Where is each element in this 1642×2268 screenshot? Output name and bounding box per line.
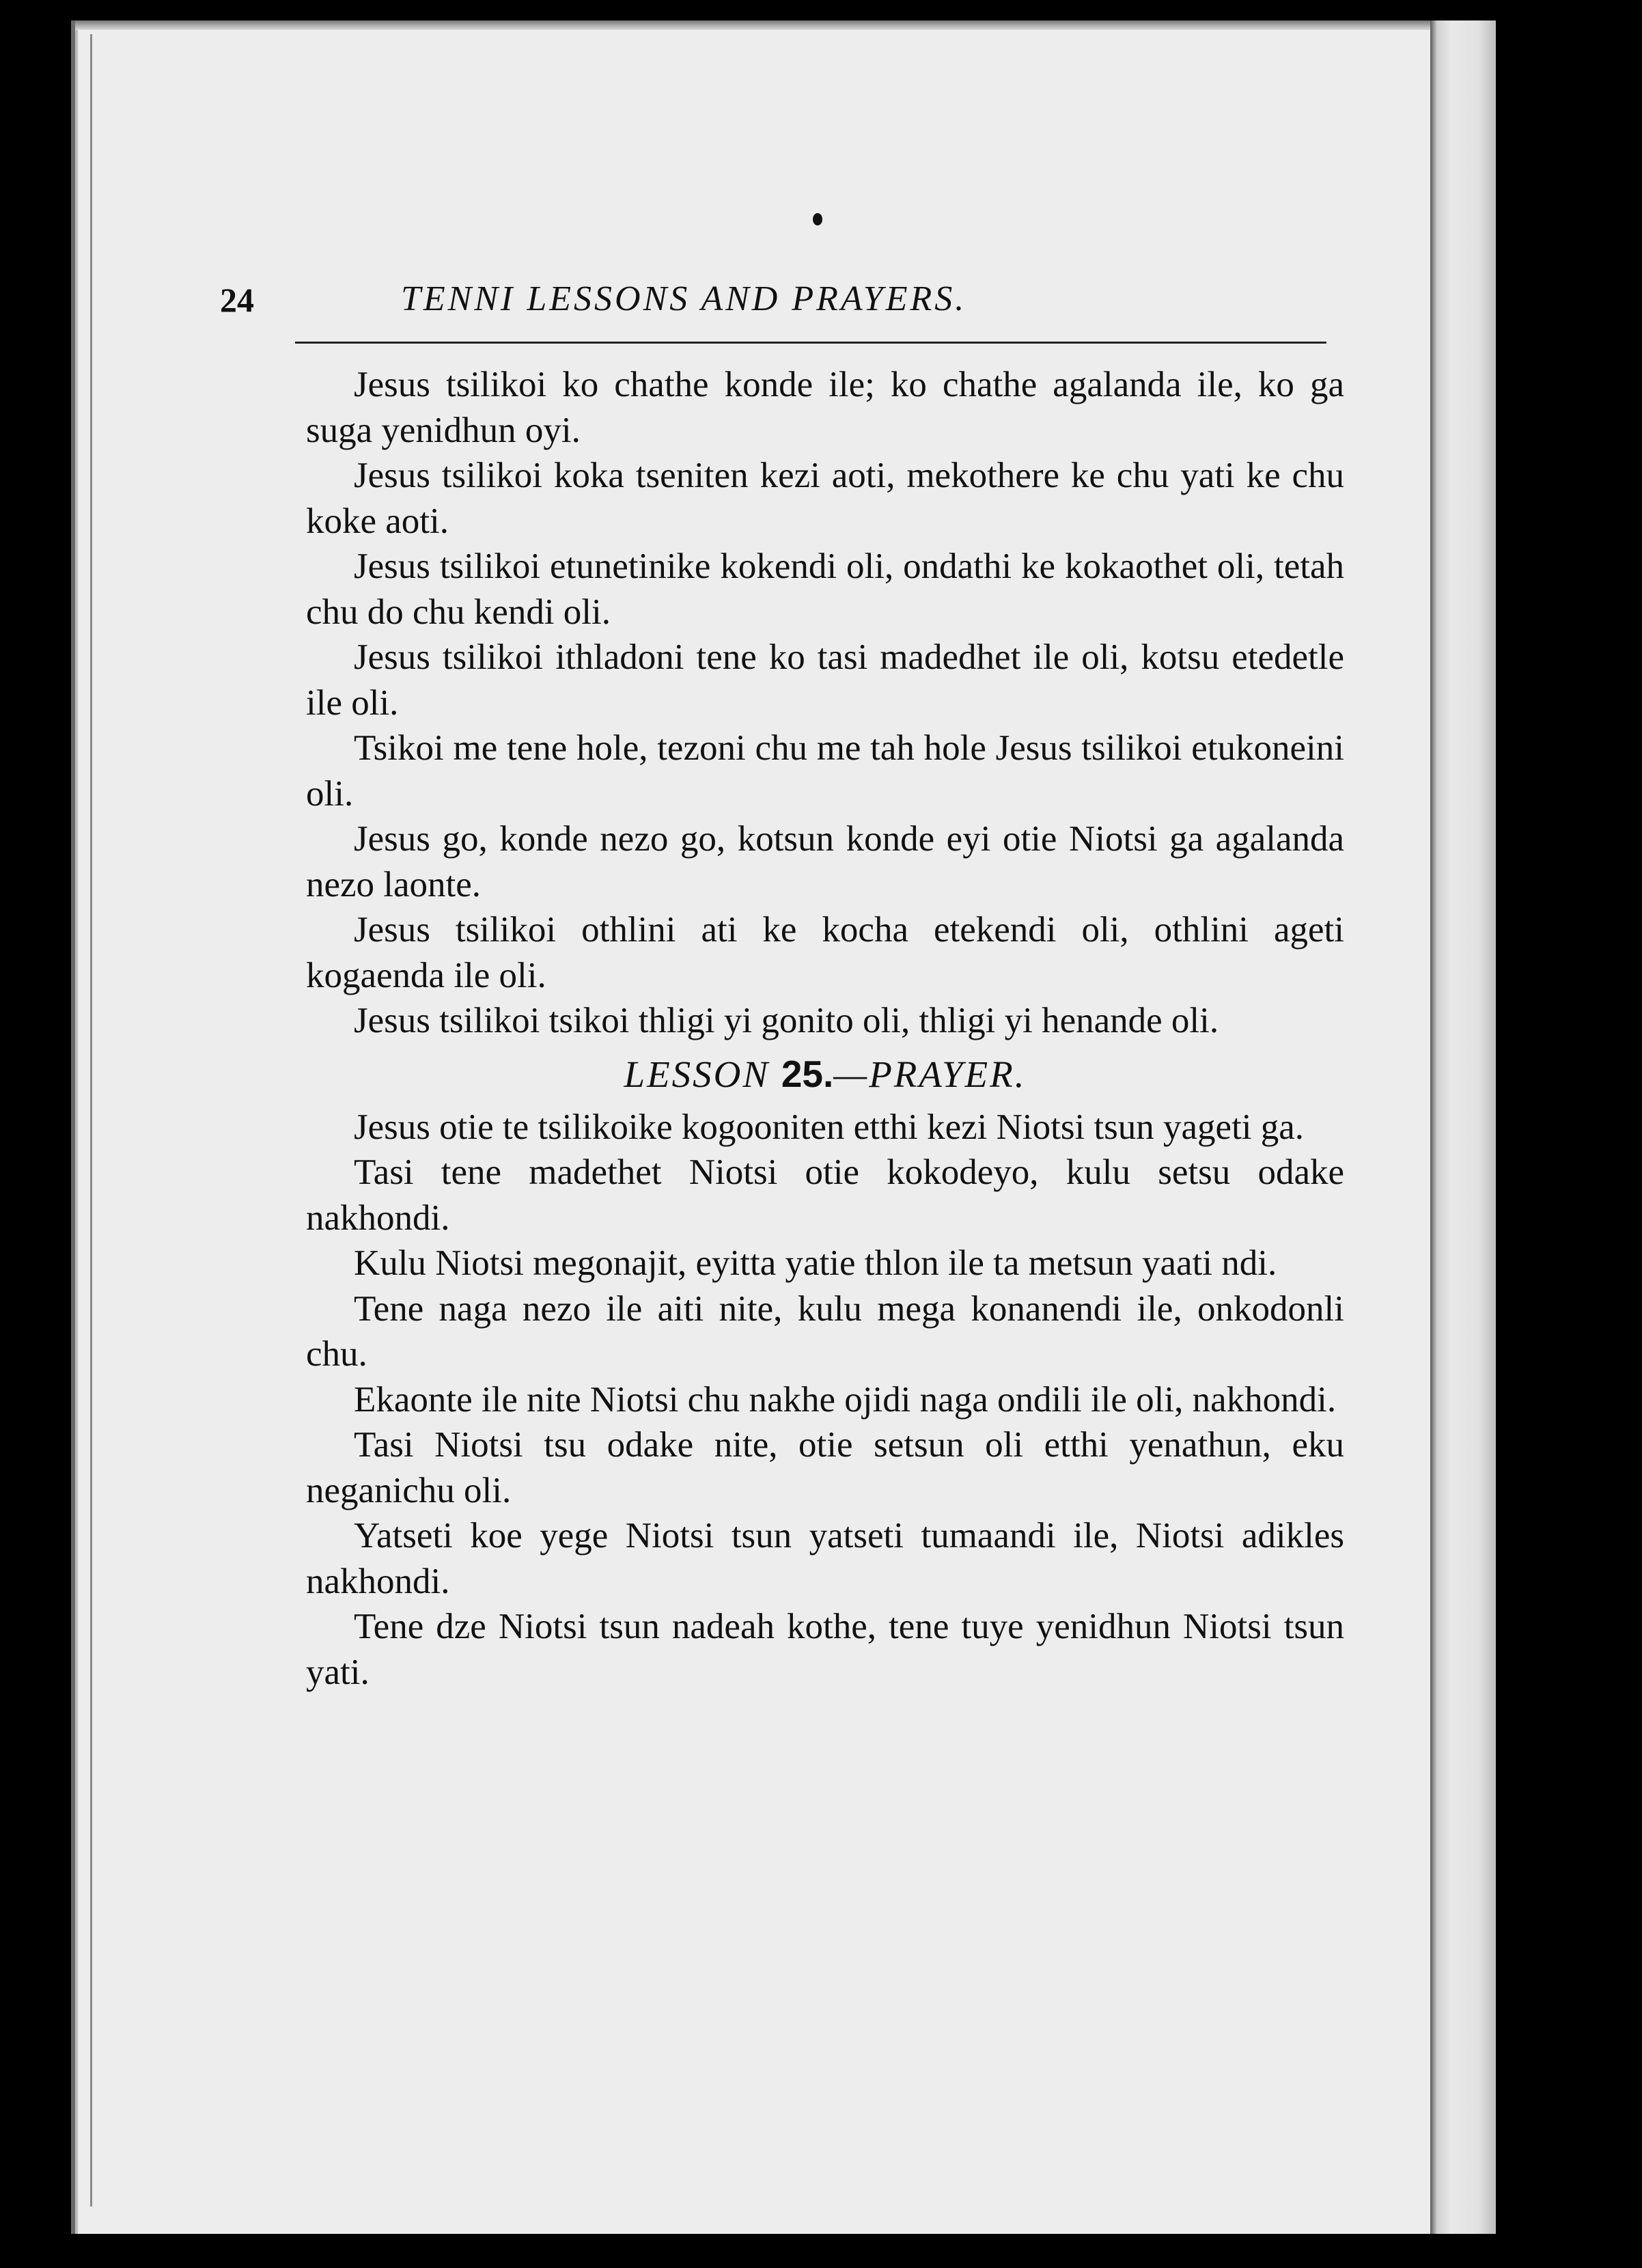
page-top-edge xyxy=(75,20,1496,30)
paragraph: Ekaonte ile nite Niotsi chu nakhe ojidi naga ondili ile oli, nakhondi. xyxy=(354,1379,1337,1420)
paragraph: Tene naga nezo ile aiti nite, kulu mega konanendi ile, onkodonli chu. xyxy=(306,1288,1344,1374)
page-header xyxy=(220,273,1326,328)
running-title: TENNI LESSONS AND PRAYERS. xyxy=(401,279,967,318)
lesson-title: —PRAYER. xyxy=(833,1053,1027,1095)
page-number: 24 xyxy=(220,281,254,319)
paragraph: Tsikoi me tene hole, tezoni chu me tah hole Jesus tsilikoi etukoneini oli. xyxy=(306,728,1344,814)
page-right-edge xyxy=(1430,20,1496,2234)
paragraph: Yatseti koe yege Niotsi tsun yatseti tumaandi ile, Niotsi adikles nakhondi. xyxy=(306,1516,1344,1601)
paragraph: Jesus tsilikoi othlini ati ke kocha etekendi oli, othlini ageti kogaenda ile oli. xyxy=(306,910,1344,995)
paragraph: Tasi tene madethet Niotsi otie kokodeyo, kulu setsu odake nakhondi. xyxy=(306,1152,1344,1238)
paragraph: Jesus tsilikoi etunetinike kokendi oli, ondathi ke kokaothet oli, tetah chu do chu kendi oli. xyxy=(306,547,1344,632)
paragraph: Jesus tsilikoi tsikoi thligi yi gonito oli, thligi yi henande oli. xyxy=(354,1001,1219,1040)
paragraph: Jesus tsilikoi koka tseniten kezi aoti, mekothere ke chu yati ke chu koke aoti. xyxy=(306,456,1344,541)
page-body xyxy=(306,362,1344,1695)
paragraph: Jesus tsilikoi ko chathe konde ile; ko chathe agalanda ile, ko ga suga yenidhun oyi. xyxy=(306,365,1344,450)
paragraph: Kulu Niotsi megonajit, eyitta yatie thlon ile ta metsun yaati ndi. xyxy=(354,1243,1277,1283)
lesson-prefix: LESSON xyxy=(624,1053,770,1095)
paragraph: Jesus otie te tsilikoike kogooniten etthi kezi Niotsi tsun yageti ga. xyxy=(354,1107,1305,1147)
lesson-heading xyxy=(306,1044,1344,1105)
paragraph: Tasi Niotsi tsu odake nite, otie setsun oli etthi yenathun, eku neganichu oli. xyxy=(306,1425,1344,1510)
lesson-number: 25. xyxy=(781,1052,834,1095)
paragraph: Jesus go, konde nezo go, kotsun konde eyi otie Niotsi ga agalanda nezo laonte. xyxy=(306,819,1344,904)
ink-dot xyxy=(813,213,822,225)
header-rule xyxy=(295,342,1326,344)
paragraph: Tene dze Niotsi tsun nadeah kothe, tene tuye yenidhun Niotsi tsun yati. xyxy=(306,1607,1344,1692)
paragraph: Jesus tsilikoi ithladoni tene ko tasi madedhet ile oli, kotsu etedetle ile oli. xyxy=(306,637,1344,723)
page-left-edge-line xyxy=(90,34,92,2207)
